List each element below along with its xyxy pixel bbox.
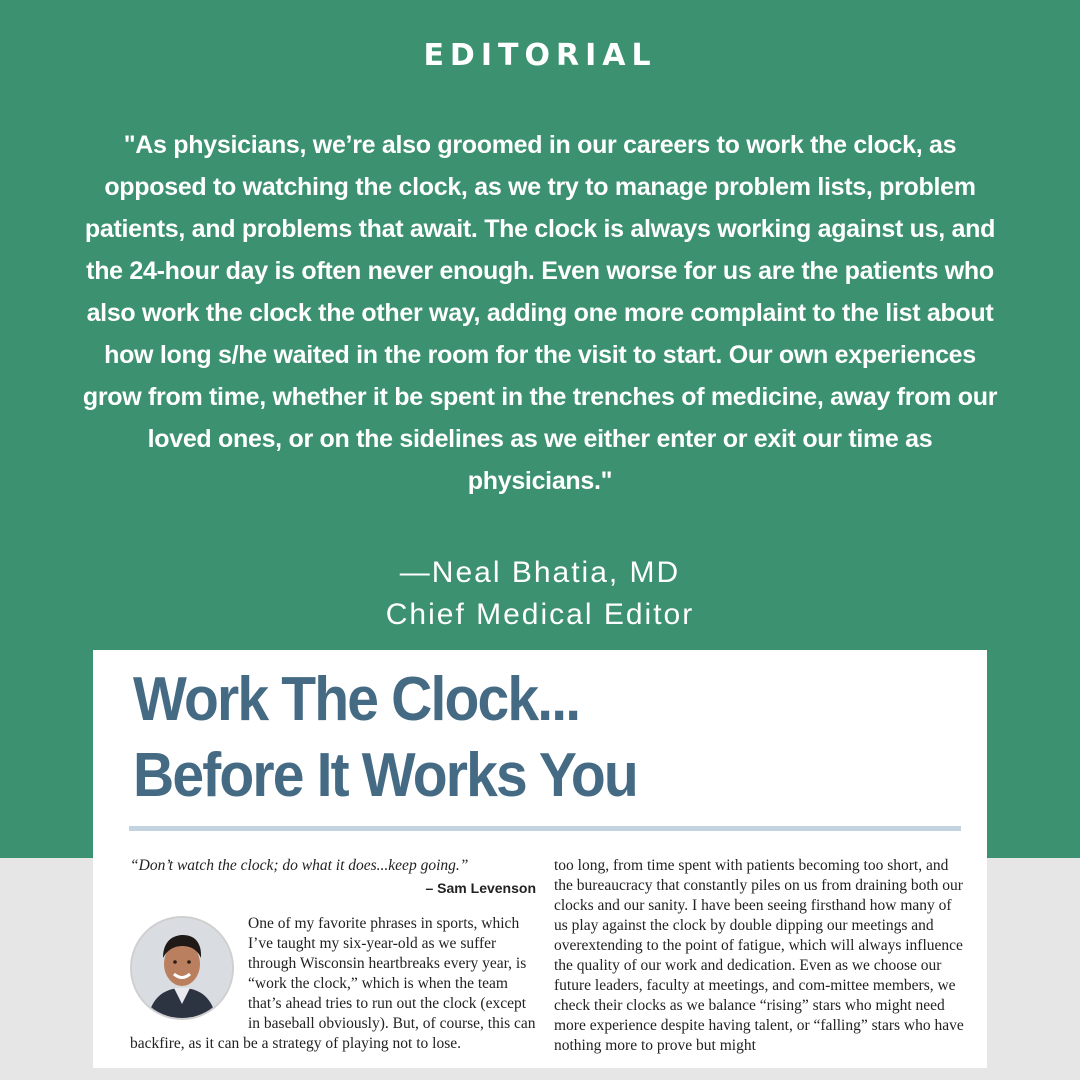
- article-preview: [93, 650, 987, 1068]
- article-right-column: [554, 856, 964, 1056]
- pull-quote: "As physicians, we’re also groomed in our careers to work the clock, as opposed to watching the clock, as we try to manage problem lists, problem patients, and problems that await. The clock is always working against us, and the 24-hour day is often never enough. Even worse for us are the patients who also work the clock the other way, adding one more complaint to the list about how long s/he waited in the room for the visit to start. Our own experiences grow from time, whether it be spent in the trenches of medicine, away from our loved ones, or on the sidelines as we either enter or exit our time as physicians.": [82, 131, 998, 495]
- author-avatar: [130, 916, 234, 1020]
- headline-divider: [129, 826, 961, 831]
- byline-role: Chief Medical Editor: [385, 598, 695, 631]
- article-headline: [133, 662, 906, 814]
- left-column-text: One of my favorite phrases in sports, which I’ve taught my six-year-old as we suffer through Wisconsin heartbreaks every year, is “work the clock,” which is when the team that’s ahead tries to run out the clock (except in baseball obviously). But, of course, this can backfire, as it can be a strategy of playing not to lose.: [130, 915, 536, 1052]
- left-column-body: [130, 914, 536, 1054]
- right-column-text: too long, from time spent with patients becoming too short, and the bureaucracy that constantly piles on us from draining both our clocks and our sanity. I have been seeing firsthand how many of us play against the clock by double dipping our meetings and overextending to the point of fatigue, which will always influence the quality of our work and dedication. Even as we choose our future leaders, faculty at meetings, and com-mittee members, we check their clocks as we balance “rising” stars who might need more experience despite having talent, or “falling” stars who have nothing more to prove but might: [554, 857, 964, 1054]
- epigraph-author: – Sam Levenson: [425, 880, 536, 896]
- headline-line-2: Before It Works You: [133, 741, 637, 810]
- headline-line-1: Work The Clock...: [133, 665, 580, 734]
- article-left-column: [130, 856, 536, 1054]
- byline: [0, 552, 1080, 636]
- epigraph-quote: “Don’t watch the clock; do what it does...keep going.”: [130, 857, 469, 874]
- author-portrait-icon: [132, 918, 232, 1018]
- byline-name: —Neal Bhatia, MD: [399, 556, 681, 589]
- section-kicker: EDITORIAL: [423, 38, 657, 73]
